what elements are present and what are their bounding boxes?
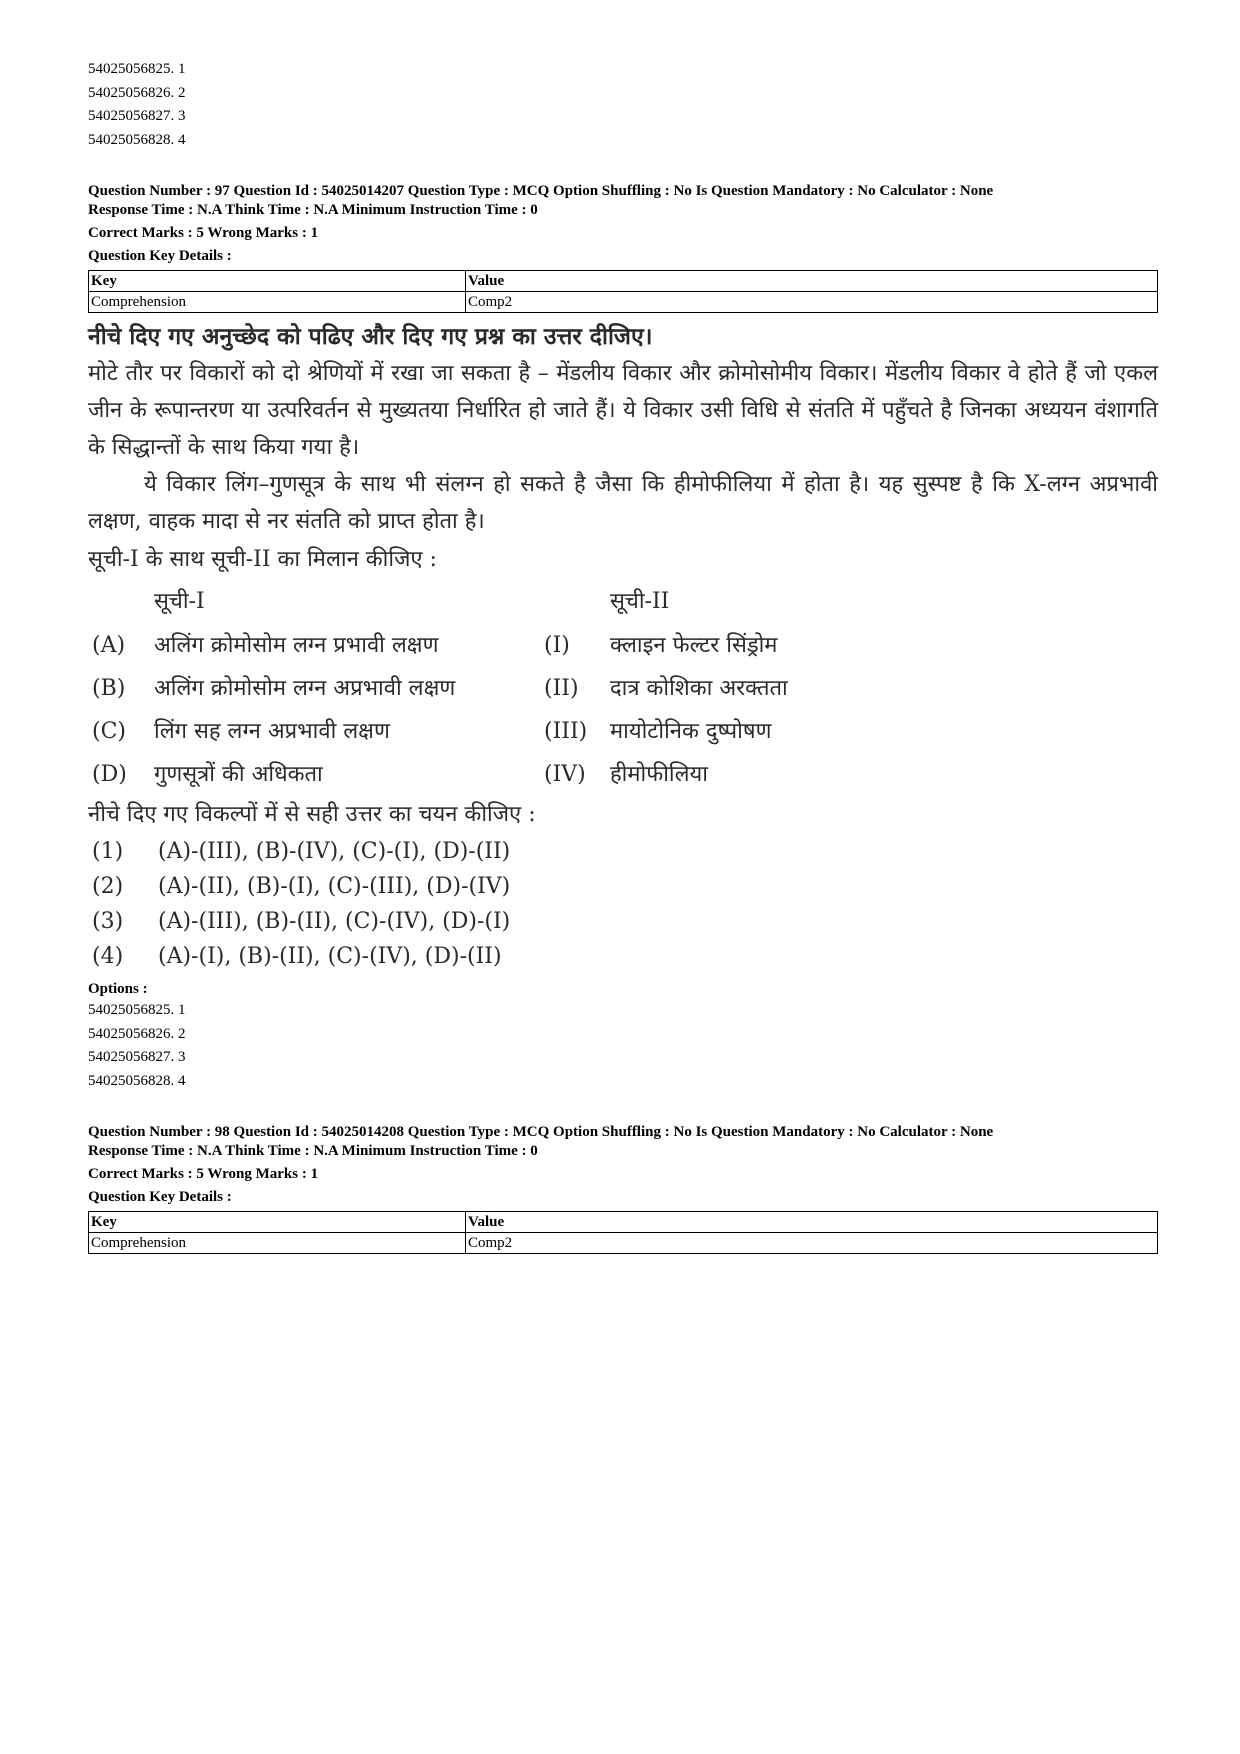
top-options-list xyxy=(88,58,1158,152)
key-header: Key xyxy=(89,1212,466,1233)
choice-text: (A)-(III), (B)-(II), (C)-(IV), (D)-(I) xyxy=(158,909,511,934)
question-97-block xyxy=(88,182,1158,1093)
list1-item: अलिंग क्रोमोसोम लग्न अप्रभावी लक्षण xyxy=(154,676,456,701)
list1-label: (B) xyxy=(92,676,126,701)
choose-instruction: नीचे दिए गए विकल्पों में से सही उत्तर का चयन कीजिए : xyxy=(88,802,536,827)
value-header: Value xyxy=(466,271,1158,292)
list1-item: लिंग सह लग्न अप्रभावी लक्षण xyxy=(154,719,390,744)
passage-paragraph-1: मोटे तौर पर विकारों को दो श्रेणियों में रखा जा सकता है – मेंडलीय विकार और क्रोमोसोमीय विकार। मेंडलीय विकार वे होते हैं जो एकल जीन के रूपान्तरण या उत्परिवर्तन से मुख्यतया निर्धारित हो जाते हैं। ये विकार उसी विधि से संतति में पहुँचते है जिनका अध्ययन वंशागति के सिद्धान्तों के साथ किया गया है। xyxy=(88,361,1158,460)
question-98-block xyxy=(88,1123,1158,1254)
answer-choice xyxy=(88,834,1158,869)
list1-header: सूची-I xyxy=(154,589,205,614)
list2-item: दात्र कोशिका अरक्तता xyxy=(610,676,788,701)
answer-choice xyxy=(88,939,1158,974)
key-table-row xyxy=(89,1233,1158,1254)
options-label: Options : xyxy=(88,981,148,997)
list2-label: (I) xyxy=(544,633,570,658)
value-cell: Comp2 xyxy=(466,1233,1158,1254)
choice-text: (A)-(I), (B)-(II), (C)-(IV), (D)-(II) xyxy=(158,944,502,969)
list2-item: हीमोफीलिया xyxy=(610,762,708,787)
key-table-header-row xyxy=(89,271,1158,292)
list2-label: (II) xyxy=(544,676,579,701)
question-marks: Correct Marks : 5 Wrong Marks : 1 xyxy=(88,1166,319,1182)
option-line: 54025056826. 2 xyxy=(88,1025,186,1042)
choice-number: (1) xyxy=(92,839,124,864)
question-key-details-label: Question Key Details : xyxy=(88,248,232,264)
options-list xyxy=(88,999,1158,1093)
match-lists xyxy=(92,580,1158,796)
key-table-header-row xyxy=(89,1212,1158,1233)
list2-item: मायोटोनिक दुष्पोषण xyxy=(610,719,772,744)
value-header: Value xyxy=(466,1212,1158,1233)
key-table-row xyxy=(89,292,1158,313)
value-cell: Comp2 xyxy=(466,292,1158,313)
option-line: 54025056825. 1 xyxy=(88,1002,186,1018)
option-line: 54025056827. 3 xyxy=(88,108,186,124)
list1-label: (C) xyxy=(92,719,126,744)
list1-label: (D) xyxy=(92,762,127,787)
question-meta-line1: Question Number : 98 Question Id : 54025014208 Question Type : MCQ Option Shuffling : No Is Question Mandatory : No Calculator : None xyxy=(88,1124,994,1140)
key-cell: Comprehension xyxy=(89,292,466,313)
option-line: 54025056828. 4 xyxy=(88,131,186,148)
list1-label: (A) xyxy=(92,633,126,658)
option-line: 54025056825. 1 xyxy=(88,61,186,77)
choice-number: (4) xyxy=(92,944,124,969)
question-meta-line2: Response Time : N.A Think Time : N.A Minimum Instruction Time : 0 xyxy=(88,202,538,218)
question-content xyxy=(88,319,1158,974)
question-key-table xyxy=(88,270,1158,313)
answer-choice xyxy=(88,904,1158,939)
question-meta-line1: Question Number : 97 Question Id : 54025014207 Question Type : MCQ Option Shuffling : No Is Question Mandatory : No Calculator : None xyxy=(88,183,994,199)
question-instruction: नीचे दिए गए अनुच्छेद को पढिए और दिए गए प्रश्न का उत्तर दीजिए। xyxy=(88,323,653,350)
answer-choice xyxy=(88,869,1158,904)
list2-label: (IV) xyxy=(544,762,586,787)
key-cell: Comprehension xyxy=(89,1233,466,1254)
passage-paragraph-2: ये विकार लिंग–गुणसूत्र के साथ भी संलग्न हो सकते है जैसा कि हीमोफीलिया में होता है। यह सुस्पष्ट है कि X-लग्न अप्रभावी लक्षण, वाहक मादा से नर संतति को प्राप्त होता है। xyxy=(88,472,1158,534)
option-line: 54025056826. 2 xyxy=(88,84,186,101)
choice-text: (A)-(III), (B)-(IV), (C)-(I), (D)-(II) xyxy=(158,839,511,864)
list2-label: (III) xyxy=(544,719,588,744)
answer-choices xyxy=(88,834,1158,974)
option-line: 54025056828. 4 xyxy=(88,1072,186,1089)
key-header: Key xyxy=(89,271,466,292)
list1-item: गुणसूत्रों की अधिकता xyxy=(154,762,323,787)
choice-text: (A)-(II), (B)-(I), (C)-(III), (D)-(IV) xyxy=(158,874,511,899)
match-instruction: सूची-I के साथ सूची-II का मिलान कीजिए : xyxy=(88,547,437,572)
question-key-table xyxy=(88,1211,1158,1254)
list2-item: क्लाइन फेल्टर सिंड्रोम xyxy=(610,633,778,658)
choice-number: (3) xyxy=(92,909,124,934)
list2-header: सूची-II xyxy=(610,589,670,614)
question-marks: Correct Marks : 5 Wrong Marks : 1 xyxy=(88,225,319,241)
document-page xyxy=(88,58,1158,1254)
question-key-details-label: Question Key Details : xyxy=(88,1189,232,1205)
list1-item: अलिंग क्रोमोसोम लग्न प्रभावी लक्षण xyxy=(154,633,439,658)
question-meta-line2: Response Time : N.A Think Time : N.A Minimum Instruction Time : 0 xyxy=(88,1143,538,1159)
option-line: 54025056827. 3 xyxy=(88,1049,186,1065)
choice-number: (2) xyxy=(92,874,124,899)
